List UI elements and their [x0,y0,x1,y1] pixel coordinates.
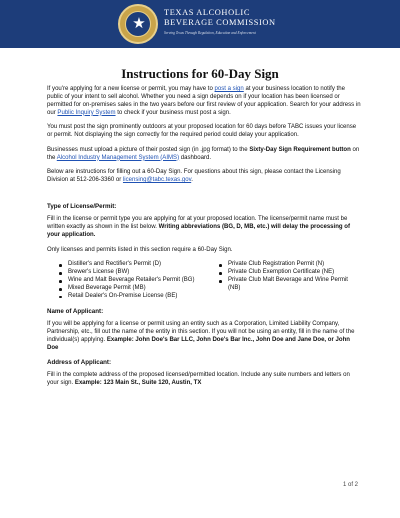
license-list-right [207,261,357,301]
name-section-heading: Name of Applicant: [47,307,104,315]
type-section-paragraph-2: Only licenses and permits listed in this section require a 60-Day Sign. [47,246,233,253]
seal-inner [125,11,151,37]
list-item: Retail Dealer's On-Premise License (BE) [59,293,207,301]
name-section-paragraph [47,321,361,353]
text: If you will be applying for a license or permit using an entity such as a Corporation, Limited Liability Company, Partnership, etc., fill out the name of the entity in this section. If you will not be using an entity, fill in the name of the individual(s) applying. [47,320,355,343]
intro-paragraph-4 [47,169,361,185]
text: Businesses must upload a picture of their posted sign (in .jpg format) to the [47,146,250,153]
license-list [47,261,361,301]
spacer [47,191,361,203]
intro-paragraph-1 [47,86,361,118]
licensing-email-link[interactable]: licensing@tabc.texas.gov [122,176,192,183]
bold-text: Example: John Doe's Bar LLC, John Doe's Bar Inc., John Doe and Jane Doe, or John Doe [47,336,350,351]
text: on the [47,146,360,161]
list-item: Mixed Beverage Permit (MB) [59,285,207,293]
text: dashboard. [179,154,212,161]
page-number: 1 of 2 [342,482,358,488]
organization-name [164,8,304,35]
star-icon: ★ [132,15,146,32]
page-title: Instructions for 60-Day Sign [121,66,279,81]
intro-paragraph-3 [47,147,361,163]
list-item: Brewer's License (BW) [59,269,207,277]
tabc-seal-logo [118,4,158,44]
text: . [191,176,193,183]
header-banner [0,0,400,48]
license-list-left [47,261,207,301]
list-item: Private Club Registration Permit (N) [219,261,357,269]
text: Fill in the license or permit type you are applying for at your proposed location. The license/permit name must be written exactly as shown in the list below. [47,216,348,231]
bold-text: Sixty-Day Sign Requirement button [249,146,351,153]
list-item: Distiller's and Rectifier's Permit (D) [59,261,207,269]
text: Fill in the complete address of the proposed licensed/permitted location. Include any suite numbers and letters on your sign. [47,372,350,386]
address-section-heading: Address of Applicant: [47,359,112,366]
aims-link[interactable]: Alcohol Industry Management System (AIMS) [56,154,180,161]
bold-text: Writing abbreviations (BG, D, MB, etc.) will delay the processing of your application. [47,224,350,239]
type-section-paragraph-1 [47,216,361,240]
post-a-sign-link[interactable]: post a sign [214,86,244,92]
text: Below are instructions for filling out a 60-Day Sign. For questions about this sign, please contact the Licensing Division at 512-206-3360 or [47,169,341,183]
list-item: Private Club Exemption Certificate (NE) [219,269,357,277]
text: If you're applying for a new license or permit, you may have to [47,86,215,92]
org-tagline: Serving Texas Through Regulation, Education and Enforcement [164,31,256,35]
text: to check if your business must post a sign. [115,109,231,116]
intro-paragraph-2: You must post the sign prominently outdoors at your proposed location for 60 days before TABC issues your license or permit. Not displaying the sign correctly for the required period could delay your application. [47,124,357,139]
text: at your business location to notify the public of your intent to sell alcohol. Whether you need a sign depends on if your location has been licensed or permitted for on-premises sales in the two years before our first review of your application. Search for your address in our [47,86,361,116]
address-section-paragraph [47,372,361,388]
org-line-2: BEVERAGE COMMISSION [164,18,276,27]
list-item: Wine and Malt Beverage Retailer's Permit (BG) [59,277,207,285]
org-line-1: TEXAS ALCOHOLIC [164,8,251,17]
document-body [47,86,361,394]
bold-text: Example: 123 Main St., Suite 120, Austin, TX [74,379,202,386]
type-section-heading: Type of License/Permit: [47,203,117,211]
list-item: Private Club Malt Beverage and Wine Permit (NB) [219,277,357,293]
public-inquiry-system-link[interactable]: Public Inquiry System [57,109,116,116]
